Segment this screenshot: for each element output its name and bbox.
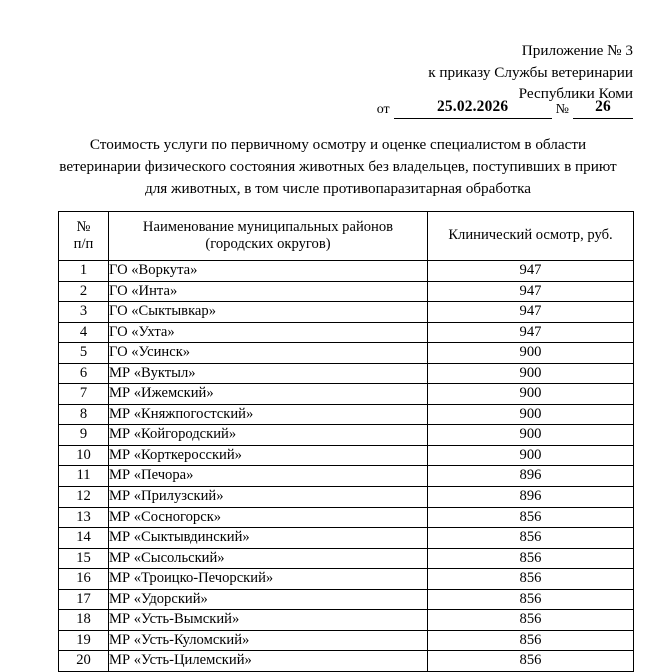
cell-municipality-name: ГО «Ухта»: [109, 322, 428, 343]
cell-municipality-name: МР «Усть-Куломский»: [109, 630, 428, 651]
cell-price: 896: [428, 466, 634, 487]
cell-row-number: 11: [59, 466, 109, 487]
cell-row-number: 1: [59, 261, 109, 282]
header-number-line1: №: [76, 218, 91, 235]
header-cell-number: [59, 212, 109, 261]
table-row: [59, 343, 634, 364]
cell-municipality-name: МР «Княжпогостский»: [109, 404, 428, 425]
cell-price: 947: [428, 261, 634, 282]
cell-row-number: 4: [59, 322, 109, 343]
table-row: [59, 589, 634, 610]
cell-row-number: 3: [59, 302, 109, 323]
attachment-number-line: Приложение № 3: [521, 42, 633, 59]
table-row: [59, 281, 634, 302]
cell-row-number: 6: [59, 363, 109, 384]
cell-row-number: 9: [59, 425, 109, 446]
table-row: [59, 630, 634, 651]
price-table: [58, 211, 634, 672]
table-row: [59, 548, 634, 569]
cell-price: 896: [428, 487, 634, 508]
cell-municipality-name: МР «Троицко-Печорский»: [109, 569, 428, 590]
table-header-row: [59, 212, 634, 261]
order-date-label: от: [376, 101, 390, 117]
approval-block: [293, 40, 633, 105]
cell-municipality-name: МР «Вуктыл»: [109, 363, 428, 384]
cell-row-number: 17: [59, 589, 109, 610]
order-number-value: 26: [573, 97, 633, 119]
header-number-line2: п/п: [73, 236, 94, 252]
header-cell-price: [428, 212, 634, 261]
cell-municipality-name: ГО «Сыктывкар»: [109, 302, 428, 323]
table-row: [59, 528, 634, 549]
cell-price: 856: [428, 610, 634, 631]
cell-row-number: 12: [59, 487, 109, 508]
cell-municipality-name: МР «Печора»: [109, 466, 428, 487]
cell-price: 856: [428, 507, 634, 528]
document-title: Стоимость услуги по первичному осмотру и оценке специалистом в области ветеринарии физического состояния животных без владельцев, поступивших в приют для животных, в том числе противопаразитарная обработка: [59, 136, 617, 198]
cell-row-number: 14: [59, 528, 109, 549]
cell-municipality-name: МР «Усть-Цилемский»: [109, 651, 428, 672]
cell-price: 856: [428, 651, 634, 672]
table-row: [59, 610, 634, 631]
cell-price: 947: [428, 322, 634, 343]
cell-price: 900: [428, 445, 634, 466]
cell-row-number: 19: [59, 630, 109, 651]
cell-price: 856: [428, 589, 634, 610]
table-row: [59, 363, 634, 384]
cell-row-number: 16: [59, 569, 109, 590]
cell-municipality-name: МР «Сысольский»: [109, 548, 428, 569]
cell-row-number: 8: [59, 404, 109, 425]
order-date-value: 25.02.2026: [394, 97, 552, 119]
cell-municipality-name: МР «Сосногорск»: [109, 507, 428, 528]
cell-row-number: 13: [59, 507, 109, 528]
table-row: [59, 651, 634, 672]
header-cell-name: [109, 212, 428, 261]
cell-row-number: 20: [59, 651, 109, 672]
table-row: [59, 466, 634, 487]
table-row: [59, 322, 634, 343]
cell-row-number: 10: [59, 445, 109, 466]
table-row: [59, 507, 634, 528]
table-row: [59, 384, 634, 405]
cell-row-number: 2: [59, 281, 109, 302]
table-row: [59, 487, 634, 508]
cell-row-number: 7: [59, 384, 109, 405]
cell-municipality-name: ГО «Усинск»: [109, 343, 428, 364]
cell-municipality-name: ГО «Инта»: [109, 281, 428, 302]
header-price-label: Клинический осмотр, руб.: [448, 227, 613, 244]
cell-price: 947: [428, 302, 634, 323]
cell-price: 856: [428, 548, 634, 569]
order-number-label: №: [555, 101, 569, 117]
cell-municipality-name: МР «Ижемский»: [109, 384, 428, 405]
cell-municipality-name: МР «Прилузский»: [109, 487, 428, 508]
cell-municipality-name: МР «Сыктывдинский»: [109, 528, 428, 549]
cell-price: 856: [428, 569, 634, 590]
cell-municipality-name: ГО «Воркута»: [109, 261, 428, 282]
cell-price: 900: [428, 363, 634, 384]
cell-price: 900: [428, 343, 634, 364]
table-row: [59, 261, 634, 282]
table-row: [59, 425, 634, 446]
table-row: [59, 404, 634, 425]
table-body: [59, 261, 634, 672]
header-name-line1: Наименование муниципальных районов: [142, 218, 394, 235]
cell-price: 856: [428, 528, 634, 549]
cell-municipality-name: МР «Корткеросский»: [109, 445, 428, 466]
cell-price: 947: [428, 281, 634, 302]
cell-municipality-name: МР «Удорский»: [109, 589, 428, 610]
table-row: [59, 569, 634, 590]
cell-price: 900: [428, 404, 634, 425]
republic-line: Республики Коми: [518, 85, 633, 103]
cell-row-number: 18: [59, 610, 109, 631]
header-name-line2: (городских округов): [205, 236, 331, 252]
cell-price: 900: [428, 425, 634, 446]
cell-price: 900: [428, 384, 634, 405]
cell-row-number: 5: [59, 343, 109, 364]
cell-price: 856: [428, 630, 634, 651]
order-reference-line: [377, 97, 633, 119]
table-row: [59, 445, 634, 466]
issuing-authority-line: к приказу Службы ветеринарии: [428, 63, 633, 81]
cell-row-number: 15: [59, 548, 109, 569]
table-header: [59, 212, 634, 261]
cell-municipality-name: МР «Усть-Вымский»: [109, 610, 428, 631]
cell-municipality-name: МР «Койгородский»: [109, 425, 428, 446]
table-row: [59, 302, 634, 323]
